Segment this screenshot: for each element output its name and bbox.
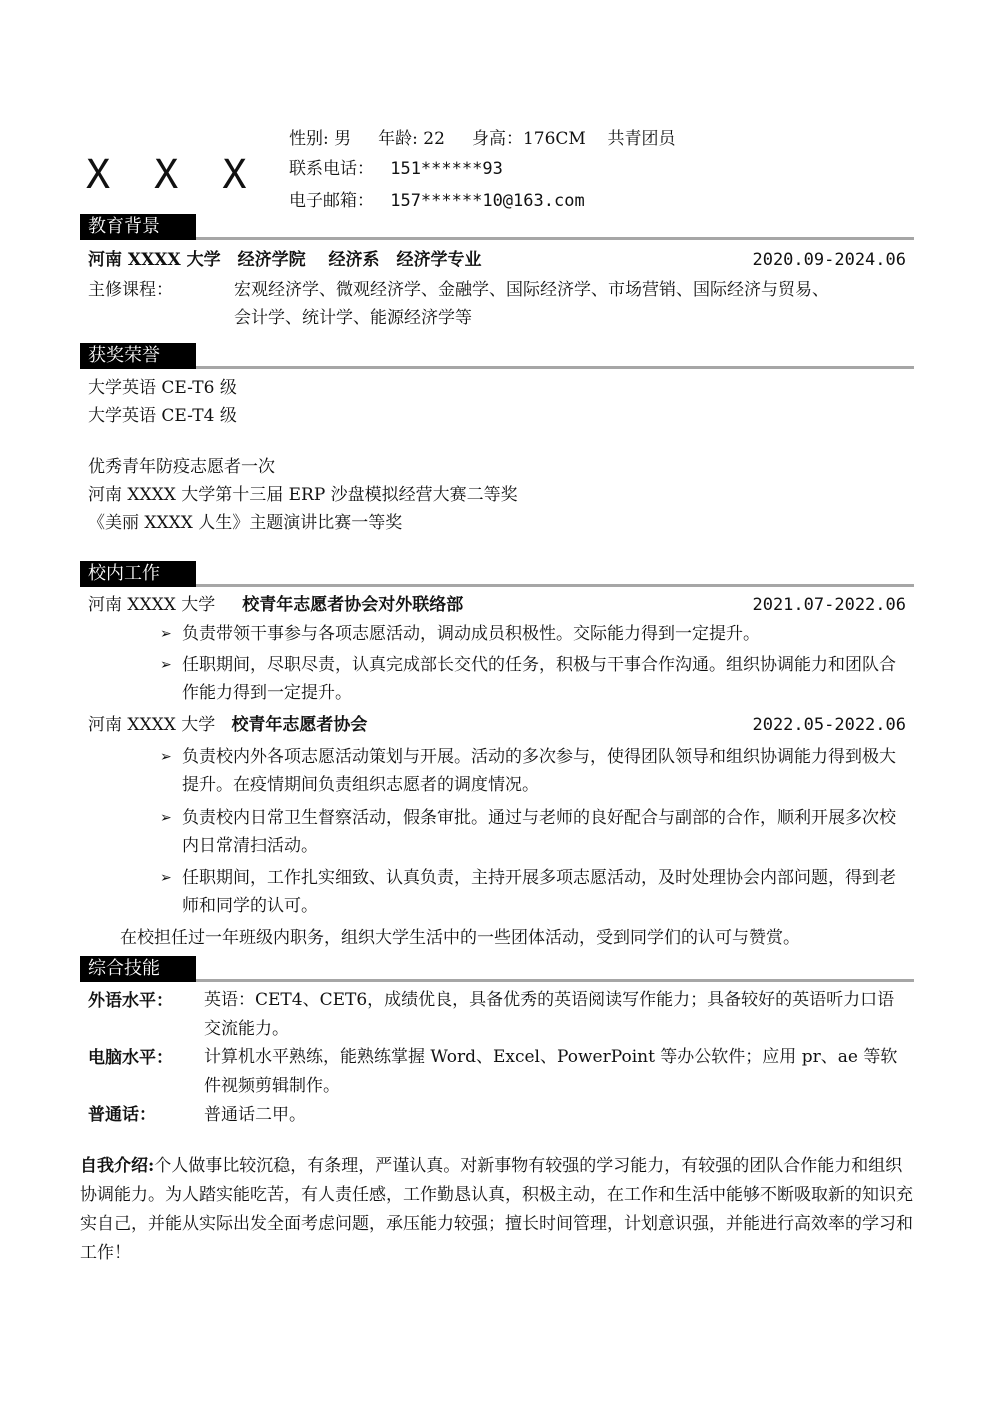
- award-item: 优秀青年防疫志愿者一次: [88, 457, 275, 477]
- education-section-header: [80, 214, 914, 240]
- language-label: 外语水平：: [88, 991, 173, 1011]
- job-row-2: [88, 712, 906, 738]
- basic-info-line: [289, 124, 675, 149]
- section-divider: [196, 979, 914, 982]
- computer-label: 电脑水平：: [88, 1048, 173, 1068]
- education-title: 教育背景: [80, 214, 196, 240]
- arrow-bullet-icon: ➢: [160, 810, 172, 826]
- self-intro-label: 自我介绍:: [80, 1156, 155, 1176]
- language-text: 英语：CET4、CET6，成绩优良，具备优秀的英语阅读写作能力；具备较好的英语听力口语交流能力。: [204, 990, 895, 1039]
- email-label: 电子邮箱：: [289, 191, 374, 211]
- email-line: [289, 186, 585, 211]
- award-item: 大学英语 CE-T4 级: [88, 406, 237, 426]
- arrow-bullet-icon: ➢: [160, 870, 172, 886]
- computer-text: 计算机水平熟练，能熟练掌握 Word、Excel、PowerPoint 等办公软件；应用 pr、ae 等软件视频剪辑制作。: [204, 1047, 898, 1096]
- job-org: 河南 XXXX 大学: [88, 715, 216, 735]
- job-bullet: ➢ 负责带领干事参与各项志愿活动，调动成员积极性。交际能力得到一定提升。: [160, 620, 906, 648]
- skills-title: 综合技能: [80, 956, 196, 982]
- arrow-bullet-icon: ➢: [160, 626, 172, 642]
- section-divider: [196, 584, 914, 587]
- school-line: 河南 XXXX 大学 经济学院 经济系 经济学专业: [88, 250, 482, 270]
- courses-label: 主修课程：: [88, 280, 173, 300]
- courses-line-1: 宏观经济学、微观经济学、金融学、国际经济学、市场营销、国际经济与贸易、: [234, 280, 829, 300]
- phone-value: 151******93: [390, 159, 503, 179]
- mandarin-text: 普通话二甲。: [204, 1105, 306, 1125]
- awards-title: 获奖荣誉: [80, 343, 196, 369]
- skills-section-header: [80, 956, 914, 982]
- job-bullet: ➢ 任职期间，尽职尽责，认真完成部长交代的任务，积极与干事合作沟通。组织协调能力和团队合作能力得到一定提升。: [160, 651, 906, 707]
- arrow-bullet-icon: ➢: [160, 657, 172, 673]
- gender: 性别: 男: [289, 129, 352, 149]
- self-intro: [80, 1152, 914, 1268]
- section-divider: [196, 237, 914, 240]
- education-school-row: [88, 247, 906, 273]
- job-bullet: ➢ 负责校内日常卫生督察活动，假条审批。通过与老师的良好配合与副部的合作，顺利开展多次校内日常清扫活动。: [160, 804, 906, 860]
- job-bullet: ➢ 负责校内外各项志愿活动策划与开展。活动的多次参与，使得团队领导和组织协调能力得到极大提升。在疫情期间负责组织志愿者的调度情况。: [160, 743, 906, 799]
- section-divider: [196, 366, 914, 369]
- campus-section-header: [80, 561, 914, 587]
- age: 年龄: 22: [378, 129, 445, 149]
- job-org: 河南 XXXX 大学: [88, 595, 216, 615]
- campus-title: 校内工作: [80, 561, 196, 587]
- job-role: 校青年志愿者协会对外联络部: [242, 595, 464, 615]
- political-status: 共青团员: [607, 129, 676, 149]
- job-dates: 2022.05-2022.06: [752, 715, 906, 735]
- courses-line-2: 会计学、统计学、能源经济学等: [234, 308, 472, 328]
- campus-summary: 在校担任过一年班级内职务，组织大学生活中的一些团体活动，受到同学们的认可与赞赏。: [120, 928, 800, 948]
- phone-label: 联系电话：: [289, 159, 374, 179]
- height: 身高：176CM: [471, 129, 586, 149]
- phone-line: [289, 154, 503, 179]
- arrow-bullet-icon: ➢: [160, 749, 172, 765]
- email-value: 157******10@163.com: [390, 191, 585, 211]
- award-item: 河南 XXXX 大学第十三届 ERP 沙盘模拟经营大赛二等奖: [88, 485, 518, 505]
- job-row-1: [88, 592, 906, 618]
- education-dates: 2020.09-2024.06: [752, 250, 906, 270]
- job-role: 校青年志愿者协会: [231, 715, 368, 735]
- candidate-name: X X X: [86, 152, 257, 198]
- awards-section-header: [80, 343, 914, 369]
- award-item: 大学英语 CE-T6 级: [88, 378, 237, 398]
- award-item: 《美丽 XXXX 人生》主题演讲比赛一等奖: [88, 513, 403, 533]
- job-dates: 2021.07-2022.06: [752, 595, 906, 615]
- mandarin-label: 普通话：: [88, 1105, 156, 1125]
- self-intro-text: 个人做事比较沉稳，有条理，严谨认真。对新事物有较强的学习能力，有较强的团队合作能力和组织协调能力。为人踏实能吃苦，有人责任感，工作勤恳认真，积极主动，在工作和生活中能够不断吸取新的知识充实自己，并能从实际出发全面考虑问题，承压能力较强；擅长时间管理，计划意识强，并能进行高效率的学习和工作！: [80, 1156, 913, 1263]
- job-bullet: ➢ 任职期间，工作扎实细致、认真负责，主持开展多项志愿活动，及时处理协会内部问题，得到老师和同学的认可。: [160, 864, 906, 920]
